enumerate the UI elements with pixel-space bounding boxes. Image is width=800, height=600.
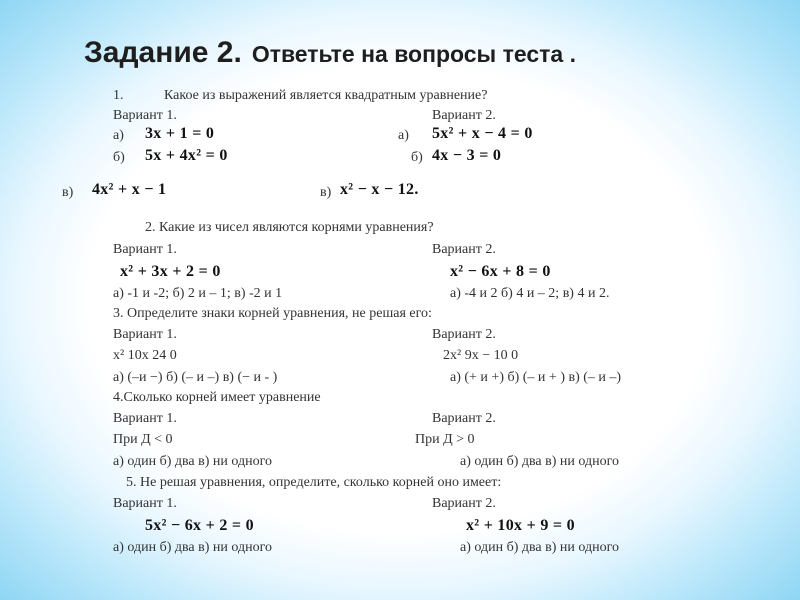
q5-v2-formula: x² + 10x + 9 = 0 <box>466 517 575 534</box>
q4-question: 4.Сколько корней имеет уравнение <box>113 390 321 405</box>
q1-v1-b-formula: 5x + 4x² = 0 <box>145 147 228 164</box>
q5-v1-formula: 5x² − 6x + 2 = 0 <box>145 517 254 534</box>
q1-v1-a-formula: 3x + 1 = 0 <box>145 125 215 142</box>
q1-v2-a-formula: 5x² + x − 4 = 0 <box>432 125 533 142</box>
q2-question: 2. Какие из чисел являются корнями уравнения? <box>145 220 434 235</box>
q5-variant2: Вариант 2. <box>432 496 496 511</box>
q5-v2-options: а) один б) два в) ни одного <box>460 540 619 555</box>
q5-v1-options: а) один б) два в) ни одного <box>113 540 272 555</box>
slide-title <box>84 36 576 70</box>
q3-question: 3. Определите знаки корней уравнения, не решая его: <box>113 306 432 321</box>
q2-variant2: Вариант 2. <box>432 242 496 257</box>
q3-v2-equation: 2x² 9x − 10 0 <box>443 348 519 363</box>
q1-v2-a-label: а) <box>398 128 409 143</box>
q4-v2-condition: При Д > 0 <box>415 432 475 447</box>
title-sub: Ответьте на вопросы теста . <box>251 41 576 67</box>
q4-v1-condition: При Д < 0 <box>113 432 173 447</box>
q5-question: 5. Не решая уравнения, определите, сколько корней оно имеет: <box>126 475 502 490</box>
q3-variant2: Вариант 2. <box>432 327 496 342</box>
q1-v2-b-formula: 4x − 3 = 0 <box>432 147 502 164</box>
q1-number: 1. <box>113 88 124 103</box>
q1-variant2: Вариант 2. <box>432 108 496 123</box>
q3-v2-options: а) (+ и +) б) (– и + ) в) (– и –) <box>450 370 622 385</box>
q1-v1-a-label: а) <box>113 128 124 143</box>
q2-v2-formula: x² − 6x + 8 = 0 <box>450 263 551 280</box>
q2-v2-options: а) -4 и 2 б) 4 и – 2; в) 4 и 2. <box>450 286 610 301</box>
q1-v1-c-formula: 4x² + x − 1 <box>92 181 167 198</box>
q3-variant1: Вариант 1. <box>113 327 177 342</box>
title-main: Задание 2. <box>84 36 242 69</box>
q2-v1-formula: x² + 3x + 2 = 0 <box>120 263 221 280</box>
q4-variant1: Вариант 1. <box>113 411 177 426</box>
q2-variant1: Вариант 1. <box>113 242 177 257</box>
q1-v2-c-formula: x² − x − 12. <box>340 181 419 198</box>
q5-variant1: Вариант 1. <box>113 496 177 511</box>
q1-question: Какое из выражений является квадратным уравнение? <box>164 88 488 103</box>
q1-v1-b-label: б) <box>113 150 125 165</box>
q2-v1-options: а) -1 и -2; б) 2 и – 1; в) -2 и 1 <box>113 286 283 301</box>
q1-v1-c-label: в) <box>62 185 74 200</box>
q1-variant1: Вариант 1. <box>113 108 177 123</box>
q4-v2-options: а) один б) два в) ни одного <box>460 454 619 469</box>
q1-v2-b-label: б) <box>411 150 423 165</box>
q3-v1-equation: x² 10x 24 0 <box>113 348 177 363</box>
q3-v1-options: а) (–и −) б) (– и –) в) (− и - ) <box>113 370 278 385</box>
q4-variant2: Вариант 2. <box>432 411 496 426</box>
q4-v1-options: а) один б) два в) ни одного <box>113 454 272 469</box>
q1-v2-c-label: в) <box>320 185 332 200</box>
